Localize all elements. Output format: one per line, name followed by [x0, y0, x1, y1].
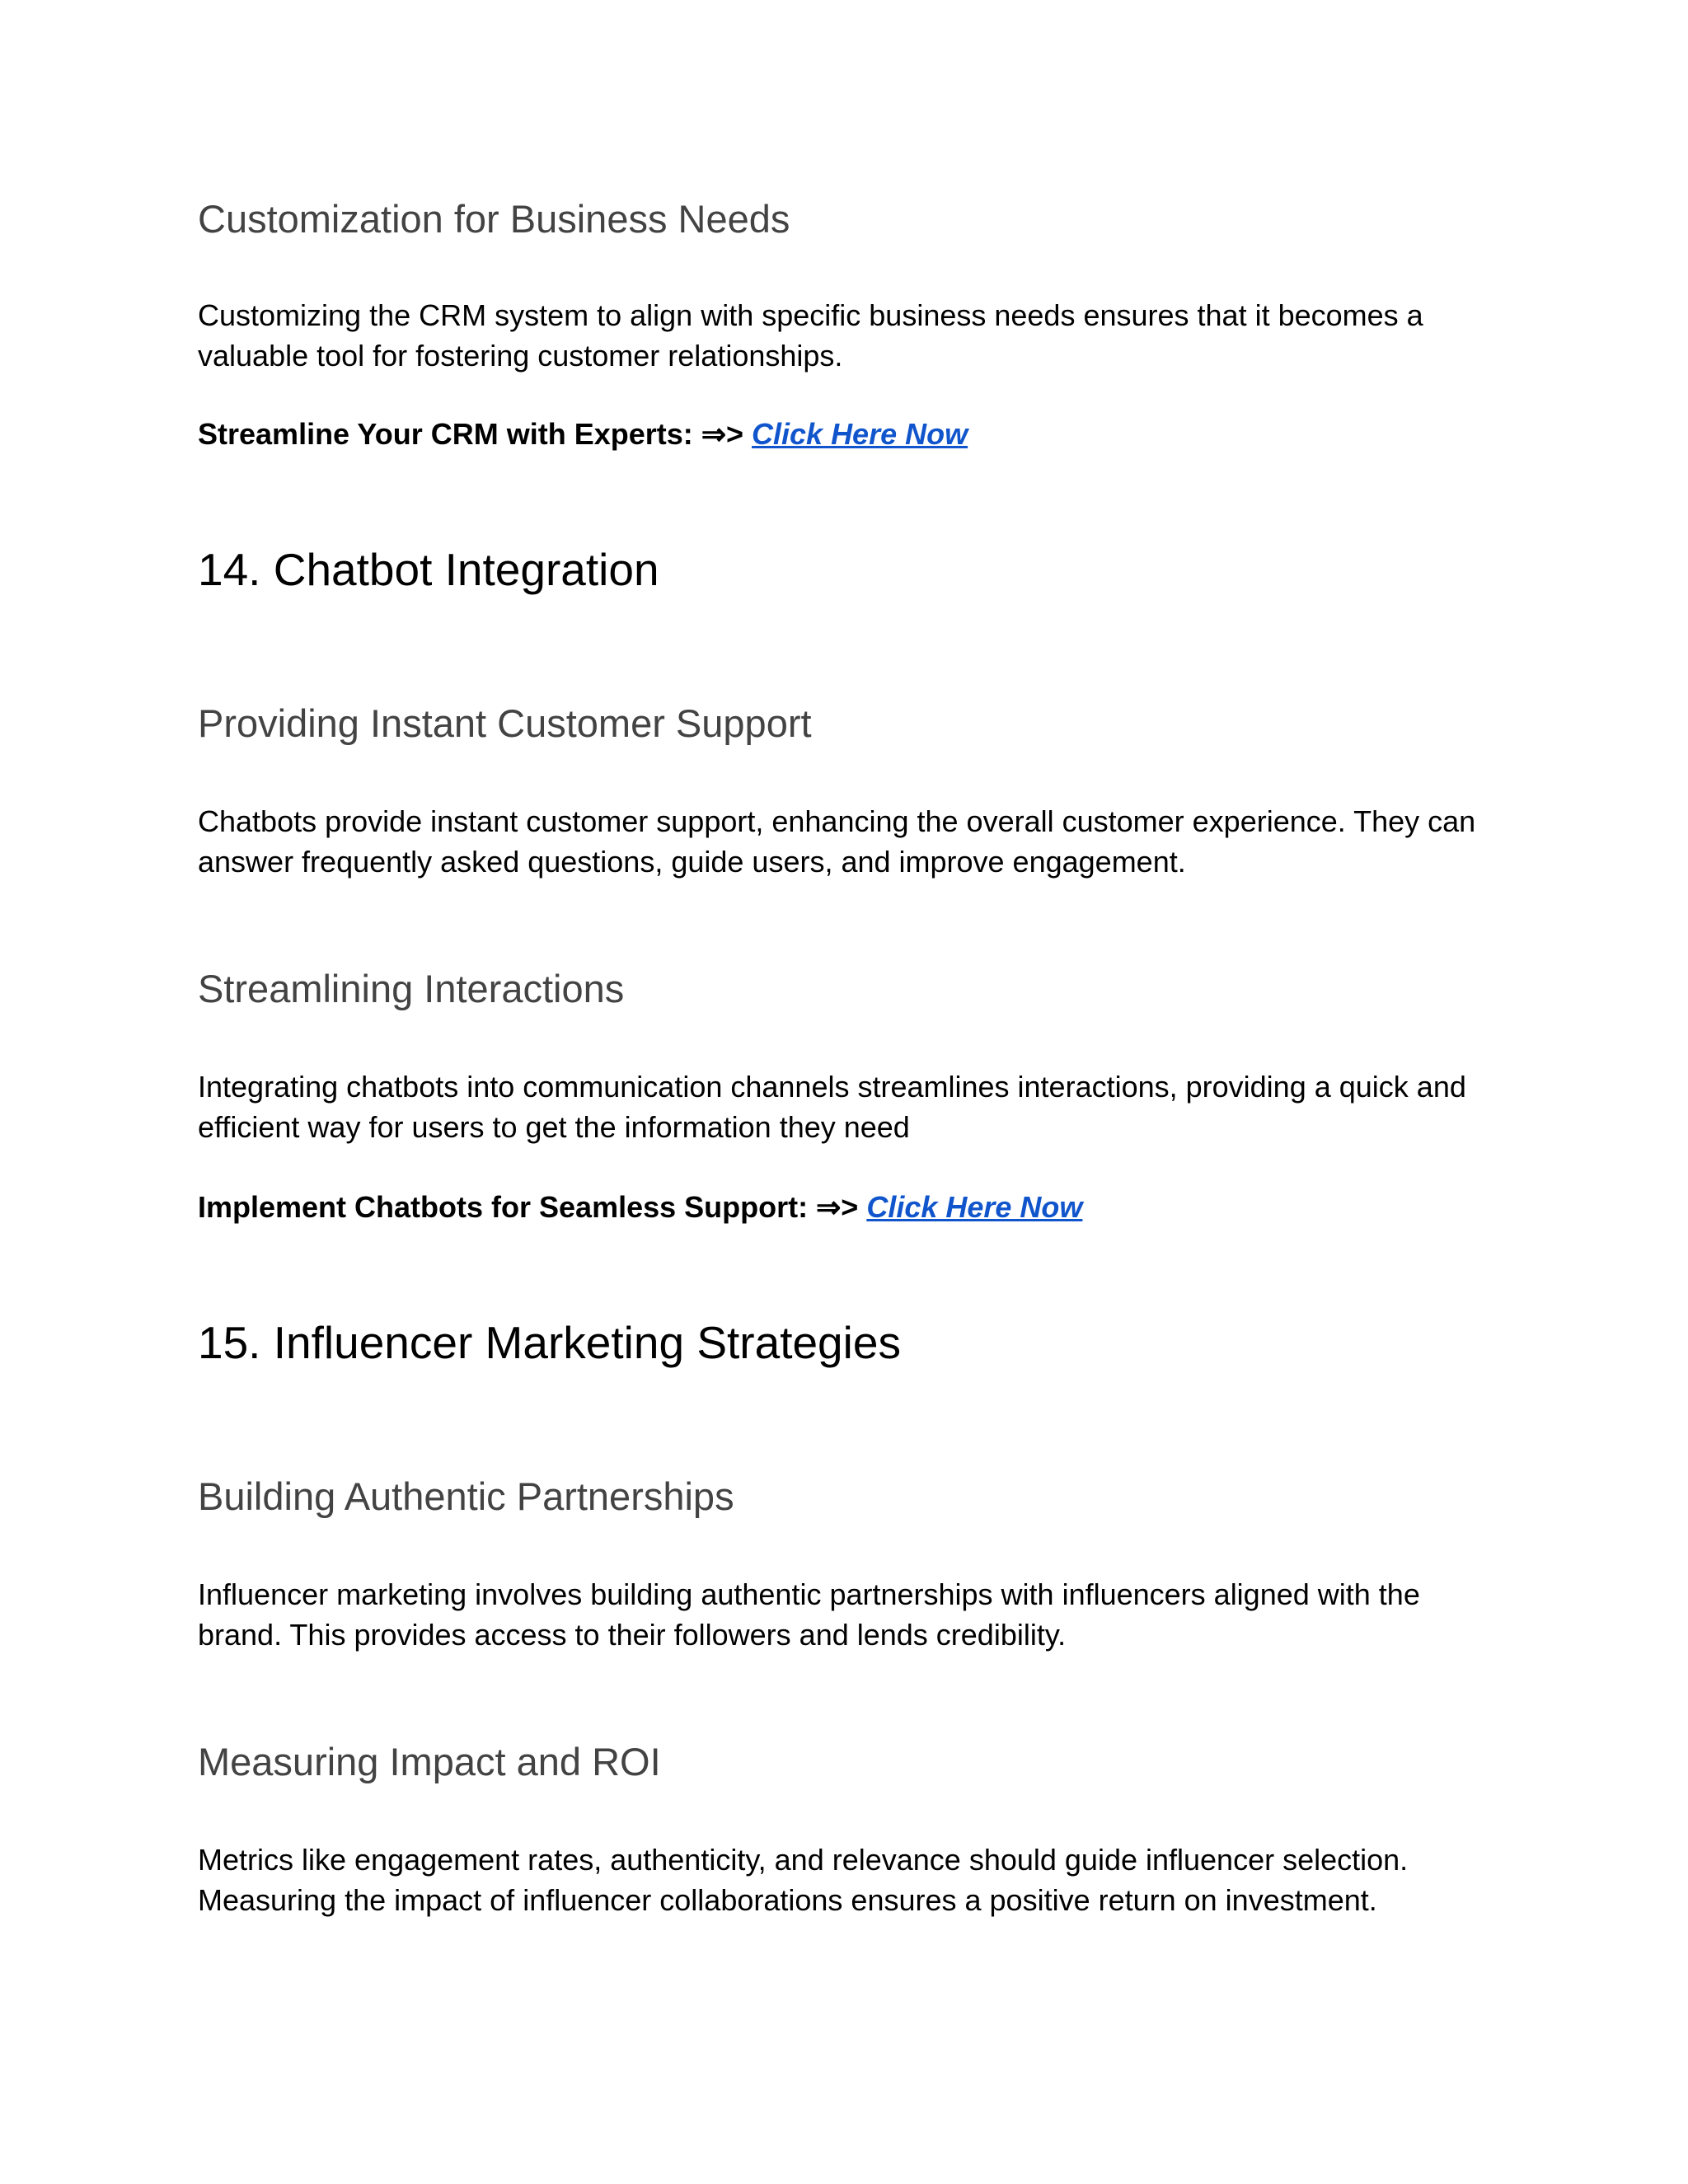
paragraph-measuring-impact: Metrics like engagement rates, authenticity, and relevance should guide influencer selection. Measuring the impact of influencer collaborations ensures a positive return on investment. [198, 1843, 1409, 1917]
subheading-instant-support: Providing Instant Customer Support [198, 701, 812, 745]
click-here-now-link[interactable]: Click Here Now [866, 1190, 1083, 1224]
cta-chatbots [198, 1187, 1484, 1227]
subheading-customization: Customization for Business Needs [198, 197, 790, 241]
paragraph-instant-support: Chatbots provide instant customer support, enhancing the overall customer experience. They can answer frequently asked questions, guide users, and improve engagement. [198, 804, 1476, 879]
click-here-now-link[interactable]: Click Here Now [752, 417, 968, 451]
cta-label: Streamline Your CRM with Experts: [198, 417, 693, 451]
arrow-icon: ⇒> [816, 1190, 859, 1224]
subheading-measuring-impact: Measuring Impact and ROI [198, 1740, 661, 1783]
subheading-streamlining: Streamlining Interactions [198, 967, 625, 1010]
paragraph-customization: Customizing the CRM system to align with specific business needs ensures that it becomes a valuable tool for fostering customer relationships. [198, 298, 1423, 373]
subheading-authentic-partnerships: Building Authentic Partnerships [198, 1474, 734, 1518]
paragraph-authentic-partnerships: Influencer marketing involves building authentic partnerships with influencers aligned with the brand. This provides access to their followers and lends credibility. [198, 1577, 1420, 1652]
heading-chatbot-integration: 14. Chatbot Integration [198, 544, 659, 595]
heading-influencer-marketing: 15. Influencer Marketing Strategies [198, 1317, 901, 1368]
cta-crm-experts [198, 414, 1484, 454]
arrow-icon: ⇒> [701, 417, 743, 451]
paragraph-streamlining: Integrating chatbots into communication channels streamlines interactions, providing a quick and efficient way for users to get the information they need [198, 1070, 1466, 1144]
cta-label: Implement Chatbots for Seamless Support: [198, 1190, 809, 1224]
